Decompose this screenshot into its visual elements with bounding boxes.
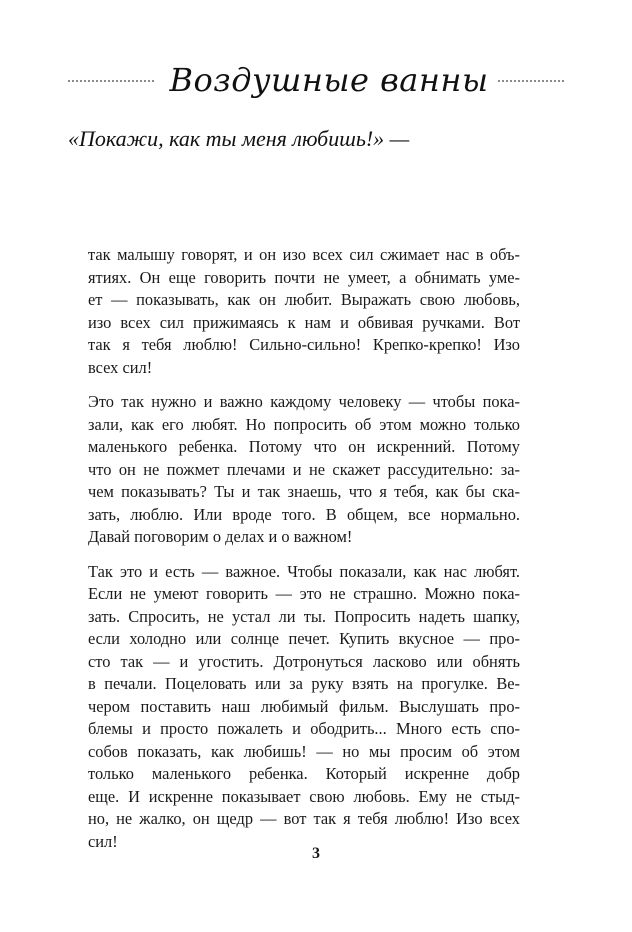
text-line: сто так — и угостить. Дотронуться ласково или обнять (88, 651, 520, 671)
header-dotted-rule-right (498, 80, 564, 82)
text-line: так малышу говорят, и он изо всех сил сжимает нас в объ- (88, 245, 520, 264)
text-line: собов показать, как любишь! — но мы просим об этом (88, 741, 520, 761)
text-line: только маленького ребенка. Который искренне добр (88, 764, 520, 783)
text-line: Это так нужно и важно каждому человеку — чтобы пока- (88, 392, 520, 411)
text-line: в печали. Поцеловать или за руку взять на прогулке. Ве- (88, 674, 520, 693)
text-line: еще. И искренне показывает свою любовь. Ему не стыд- (88, 786, 520, 806)
text-line: сил! (88, 831, 118, 851)
text-line: чером поставить наш любимый фильм. Выслушать про- (88, 696, 520, 716)
running-header (68, 56, 564, 104)
text-line: Так это и есть — важное. Чтобы показали, как нас любят. (88, 561, 520, 581)
text-line: всех сил! (88, 357, 153, 377)
text-line: зать. Спросить, не устал ли ты. Попросить надеть шапку, (88, 606, 520, 626)
text-line: зать, люблю. Или вроде того. В общем, все нормально. (88, 504, 520, 524)
lead-quote: «Покажи, как ты меня любишь!» — (68, 126, 410, 151)
page-number: 3 (312, 845, 320, 862)
text-line: зали, как его любят. Но попросить об этом можно только (88, 414, 520, 434)
paragraph (88, 391, 520, 549)
text-line: блемы и просто пожалеть и ободрить... Много есть спо- (88, 719, 520, 738)
text-line: ятиях. Он еще говорить почти не умеет, а обнимать уме- (88, 267, 520, 287)
text-line: изо всех сил прижимаясь к нам и обвивая ручками. Вот (88, 312, 520, 332)
header-dotted-rule-left (68, 80, 154, 82)
text-line: Давай поговорим о делах и о важном! (88, 527, 353, 546)
text-line: так я тебя люблю! Сильно-сильно! Крепко-крепко! Изо (88, 335, 520, 354)
text-line: ет — показывать, как он любит. Выражать свою любовь, (88, 290, 520, 309)
paragraph (88, 561, 520, 854)
paragraph (88, 244, 520, 379)
text-line: если холодно или солнце печет. Купить вкусное — про- (88, 629, 520, 648)
text-line: но, не жалко, он щедр — вот так я тебя люблю! Изо всех (88, 809, 520, 828)
text-line: Если не умеют говорить — это не страшно. Можно пока- (88, 584, 520, 603)
text-line: что он не пожмет плечами и не скажет рассудительно: за- (88, 459, 520, 479)
text-line: маленького ребенка. Потому что он искренний. Потому (88, 437, 520, 456)
body-text (88, 244, 520, 865)
text-line: чем показывать? Ты и так знаешь, что я тебя, как бы ска- (88, 482, 520, 501)
header-title: Воздушные ванны (169, 61, 489, 99)
